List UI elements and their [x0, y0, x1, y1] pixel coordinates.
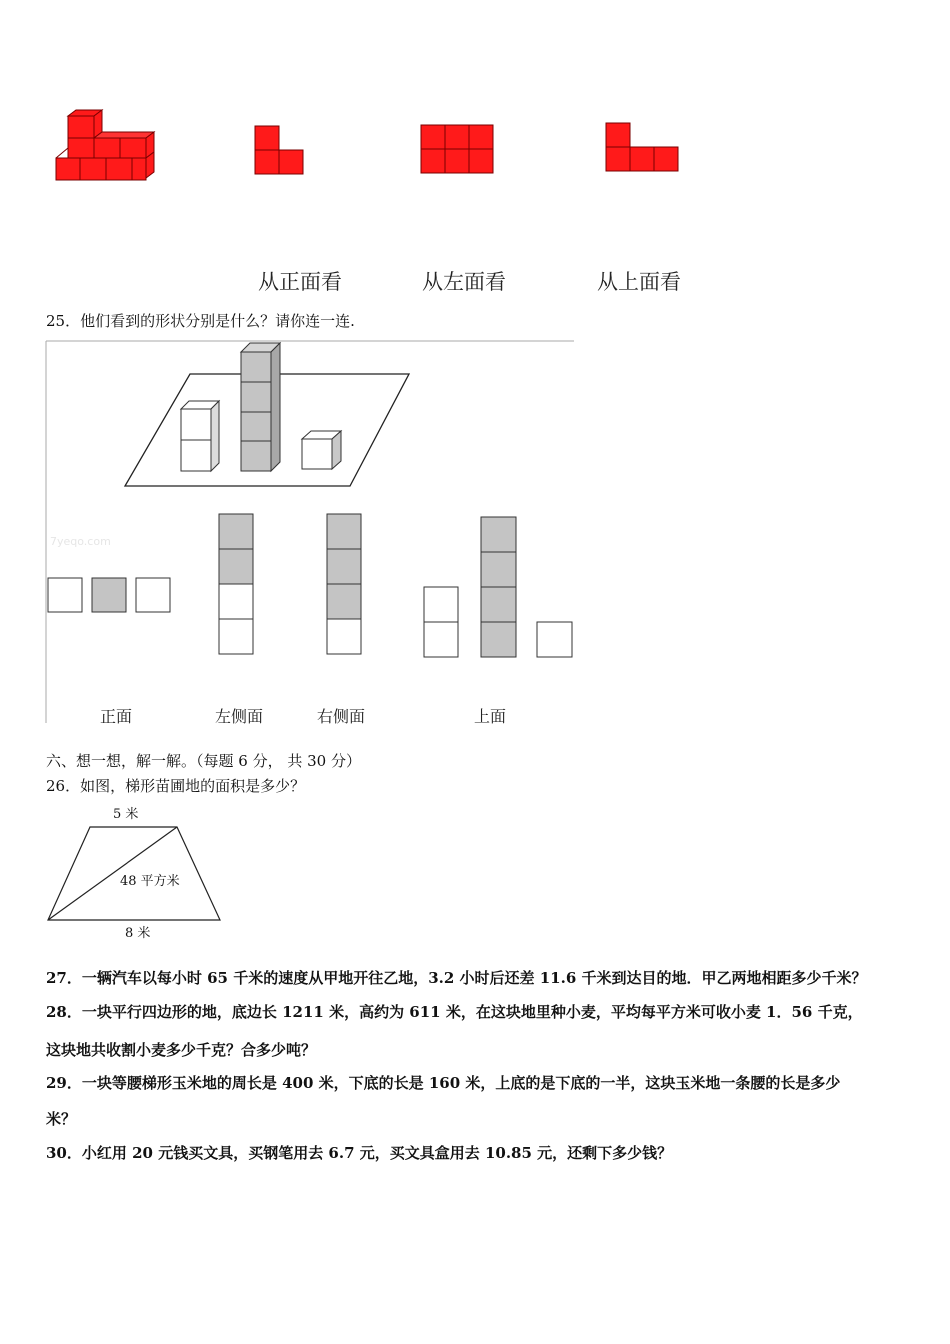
caption-front: 正面 — [100, 707, 133, 726]
question-26: 26．如图，梯形苗圃地的面积是多少？ — [46, 777, 306, 795]
question-30: 30．小红用 20 元钱买文具，买钢笔用去 6.7 元，买文具盒用去 10.85 元，还剩下多少钱？ — [46, 1144, 673, 1162]
trapezoid-area-label: 48 平方米 — [120, 874, 180, 889]
question-29-line-2: 米？ — [46, 1110, 77, 1128]
question-29-line-1: 29．一块等腰梯形玉米地的周长是 400 米，下底的长是 160 米，上底的是下底的一半，这块玉米地一条腰的长是多少 — [46, 1074, 841, 1092]
front-view-shape — [254, 125, 306, 175]
caption-top: 上面 — [474, 707, 507, 726]
left-view-shape — [420, 124, 496, 174]
watermark: 7yeqo.com — [50, 535, 111, 548]
question-28-line-2: 这块地共收割小麦多少千克？合多少吨？ — [46, 1041, 317, 1059]
caption-left-side: 左侧面 — [215, 707, 264, 726]
section-6-title: 六、想一想，解一解。（每题 6 分， 共 30 分） — [46, 752, 361, 770]
trapezoid-bottom-label: 8 米 — [125, 926, 151, 941]
caption-right-side: 右侧面 — [317, 707, 366, 726]
trapezoid-top-label: 5 米 — [113, 807, 139, 822]
question-25: 25．他们看到的形状分别是什么？请你连一连. — [46, 312, 355, 330]
view-label-left: 从左面看 — [422, 270, 506, 294]
view-label-top: 从上面看 — [597, 270, 681, 294]
view-label-front: 从正面看 — [258, 270, 342, 294]
question-27: 27．一辆汽车以每小时 65 千米的速度从甲地开往乙地，3.2 小时后还差 11.6 千米到达目的地．甲乙两地相距多少千米？ — [46, 969, 867, 987]
red-cube-solid — [50, 108, 160, 188]
question-28-line-1: 28．一块平行四边形的地，底边长 1211 米，高约为 611 米，在这块地里种小麦，平均每平方米可收小麦 1．56 千克， — [46, 1003, 863, 1021]
top-view-shape — [605, 122, 681, 172]
q25-figure — [44, 340, 576, 725]
